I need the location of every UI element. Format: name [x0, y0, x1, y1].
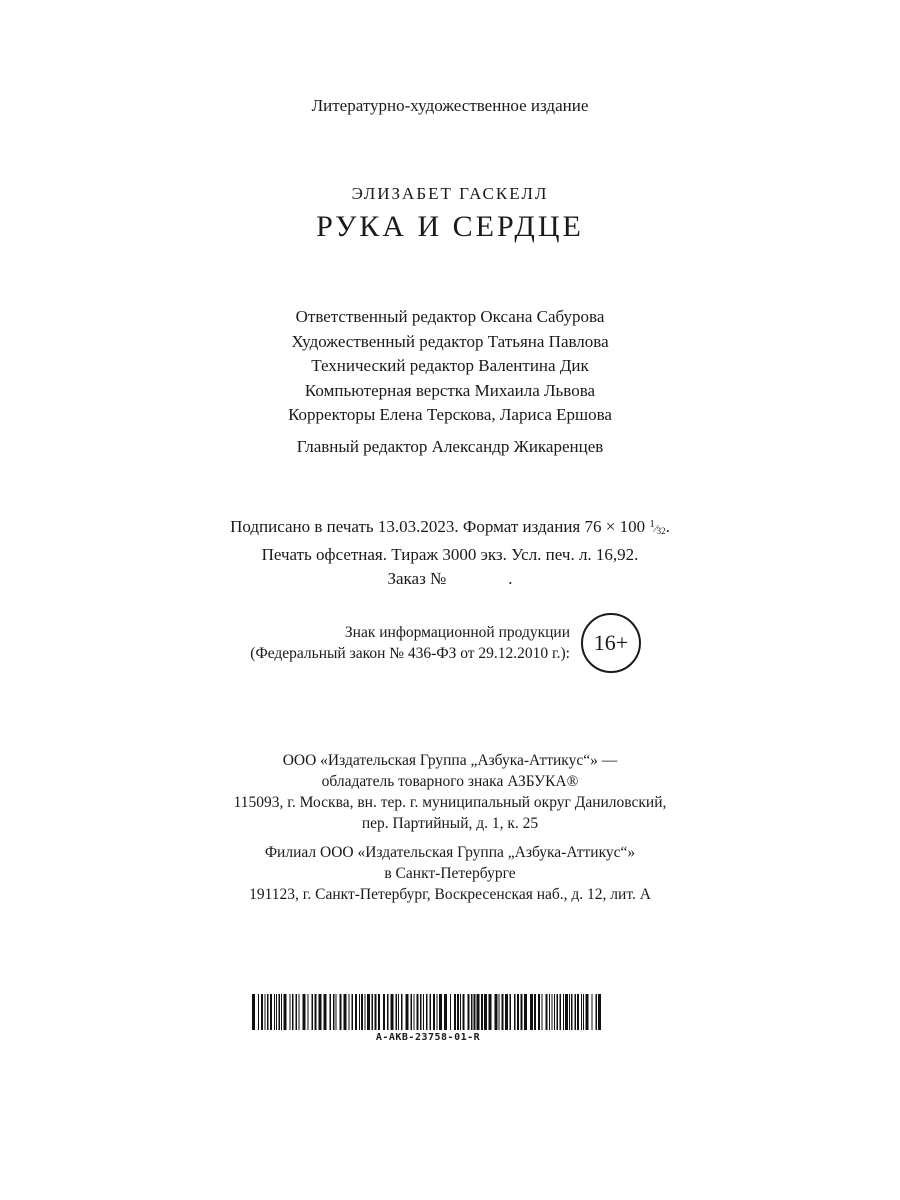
- barcode-bar: [330, 994, 332, 1030]
- barcode-bar: [430, 994, 432, 1030]
- publisher-line-4: пер. Партийный, д. 1, к. 25: [361, 815, 539, 832]
- barcode-bar: [450, 994, 451, 1030]
- barcode-bar: [312, 994, 314, 1030]
- barcode-bar: [586, 994, 589, 1030]
- barcode-bar: [571, 994, 573, 1030]
- barcode-bar: [581, 994, 582, 1030]
- barcode-bar: [387, 994, 389, 1030]
- barcode-bar: [505, 994, 508, 1030]
- layout-credit: Компьютерная верстка Михаила Львова: [304, 380, 596, 400]
- barcode-bar: [361, 994, 363, 1030]
- author-name: ЭЛИЗАБЕТ ГАСКЕЛЛ: [351, 184, 549, 203]
- technical-editor: Технический редактор Валентина Дик: [311, 356, 589, 375]
- barcode-bar: [303, 994, 306, 1030]
- barcode-bar: [276, 994, 277, 1030]
- chief-editor: Главный редактор Александр Жикаренцев: [296, 436, 604, 456]
- barcode-bar: [258, 994, 259, 1030]
- barcode-bar: [560, 994, 562, 1030]
- responsible-editor: Ответственный редактор Оксана Сабурова: [295, 307, 605, 326]
- barcode-bar: [398, 994, 399, 1030]
- barcode-bar: [481, 994, 483, 1030]
- barcode-bar: [517, 994, 519, 1030]
- barcode-bar: [457, 994, 459, 1030]
- barcode-bar: [340, 994, 342, 1030]
- barcode-bar: [463, 994, 465, 1030]
- barcode-bar: [454, 994, 456, 1030]
- fraction-numerator: 1: [649, 518, 655, 530]
- info-sign-line-1: Знак информационной продукции: [344, 624, 570, 641]
- info-sign-line-2: (Федеральный закон № 436-ФЗ от 29.12.2010 г.):: [250, 645, 570, 662]
- branch-line-2: в Санкт-Петербурге: [384, 865, 516, 882]
- barcode-bar: [575, 994, 577, 1030]
- barcode-bar: [292, 994, 294, 1030]
- barcode-bar: [279, 994, 281, 1030]
- barcode-bar: [375, 994, 377, 1030]
- order-label: Заказ №: [387, 569, 447, 588]
- barcode-bar: [299, 994, 300, 1030]
- order-line: [0, 567, 900, 591]
- barcode-bar: [367, 994, 370, 1030]
- barcode-bar: [296, 994, 298, 1030]
- order-end: .: [508, 569, 513, 588]
- barcode-bar: [554, 994, 555, 1030]
- barcode-bar: [433, 994, 435, 1030]
- print-line-2: Печать офсетная. Тираж 3000 экз. Усл. печ. л. 16,92.: [261, 545, 639, 564]
- barcode-bar: [542, 994, 543, 1030]
- barcode-bar: [396, 994, 398, 1030]
- barcode-bar: [365, 994, 366, 1030]
- barcode-bar: [583, 994, 584, 1030]
- barcode-bar: [569, 994, 570, 1030]
- barcode-bar: [514, 994, 516, 1030]
- barcode-bar: [315, 994, 317, 1030]
- info-sign-text: [200, 622, 570, 664]
- barcode-bar: [267, 994, 269, 1030]
- art-editor: Художественный редактор Татьяна Павлова: [291, 331, 609, 351]
- barcode-bar: [499, 994, 500, 1030]
- barcode-bar: [524, 994, 527, 1030]
- barcode-bar: [308, 994, 309, 1030]
- barcode-bar: [557, 994, 559, 1030]
- barcode-bar: [444, 994, 447, 1030]
- barcode-bar: [372, 994, 374, 1030]
- barcode-bar: [510, 994, 512, 1030]
- barcode-bar: [426, 994, 428, 1030]
- print-signed-format: Подписано в печать 13.03.2023. Формат издания 76 × 100: [230, 517, 646, 536]
- barcode-bar: [383, 994, 385, 1030]
- barcode-bar: [359, 994, 360, 1030]
- barcode-bar: [530, 994, 533, 1030]
- barcode-bar: [411, 994, 413, 1030]
- barcode-bar: [474, 994, 476, 1030]
- barcode-bar: [423, 994, 424, 1030]
- barcode-bar: [333, 994, 335, 1030]
- barcode-bar: [477, 994, 480, 1030]
- barcode-bar: [401, 994, 403, 1030]
- book-title: РУКА И СЕРДЦЕ: [316, 210, 584, 243]
- barcode-bar: [460, 994, 461, 1030]
- barcode-bar: [324, 994, 327, 1030]
- publisher-line-3: 115093, г. Москва, вн. тер. г. муниципальный округ Даниловский,: [233, 794, 667, 811]
- barcode-bar: [319, 994, 322, 1030]
- barcode-bar: [252, 994, 255, 1030]
- barcode-bar: [596, 994, 598, 1030]
- barcode-bar: [270, 994, 272, 1030]
- barcode-bar: [577, 994, 579, 1030]
- barcode-bar: [336, 994, 337, 1030]
- barcode-bar: [563, 994, 564, 1030]
- barcode-bar: [417, 994, 419, 1030]
- barcode-bar: [495, 994, 498, 1030]
- barcode-bar: [534, 994, 536, 1030]
- barcode-bar: [439, 994, 442, 1030]
- barcode-bar: [489, 994, 492, 1030]
- barcode-bar: [349, 994, 350, 1030]
- barcode-bar: [344, 994, 347, 1030]
- print-line-1: [0, 512, 900, 543]
- barcode-bar: [378, 994, 380, 1030]
- fraction-end: .: [665, 517, 670, 536]
- barcode-bar: [538, 994, 540, 1030]
- barcode-bar: [552, 994, 553, 1030]
- barcode-bar: [468, 994, 470, 1030]
- publisher-line-1: ООО «Издательская Группа „Азбука-Аттикус“» —: [282, 752, 618, 769]
- barcode-bar: [502, 994, 504, 1030]
- barcode-bar: [414, 994, 415, 1030]
- credits-block: [0, 305, 900, 459]
- barcode-bar: [471, 994, 473, 1030]
- barcode-bar: [521, 994, 523, 1030]
- barcode-bar: [352, 994, 354, 1030]
- barcode-bar: [290, 994, 291, 1030]
- publisher-line-2: обладатель товарного знака АЗБУКА®: [321, 773, 579, 790]
- barcode-caption: A-AKB-23758-01-R: [375, 1032, 481, 1043]
- proofreaders: Корректоры Елена Терскова, Лариса Ершова: [288, 405, 612, 424]
- barcode-bar: [406, 994, 409, 1030]
- barcode-bar: [592, 994, 593, 1030]
- branch-line-3: 191123, г. Санкт-Петербург, Воскресенская наб., д. 12, лит. А: [249, 886, 651, 903]
- barcode-bar: [565, 994, 568, 1030]
- publisher-block: [0, 750, 900, 905]
- branch-line-1: Филиал ООО «Издательская Группа „Азбука-Аттикус“»: [264, 844, 636, 861]
- barcode-bar: [598, 994, 601, 1030]
- fraction-slash: ⁄: [654, 523, 657, 535]
- barcode-bar: [437, 994, 438, 1030]
- print-info: [0, 512, 900, 591]
- barcode-bar: [284, 994, 287, 1030]
- barcode-bar: [549, 994, 550, 1030]
- barcode-bar: [281, 994, 282, 1030]
- barcode-bar: [265, 994, 266, 1030]
- barcode-bar: [420, 994, 422, 1030]
- age-rating-badge: 16+: [581, 613, 641, 673]
- barcode-bar: [546, 994, 548, 1030]
- barcode-bar: [355, 994, 357, 1030]
- edition-type: Литературно-художественное издание: [311, 96, 589, 115]
- barcode-bar: [261, 994, 263, 1030]
- barcode-bar: [484, 994, 487, 1030]
- format-fraction: [649, 518, 666, 536]
- barcode-bar: [274, 994, 275, 1030]
- barcode-bars: [250, 994, 606, 1030]
- fraction-denominator: 32: [656, 526, 666, 536]
- barcode-bar: [391, 994, 394, 1030]
